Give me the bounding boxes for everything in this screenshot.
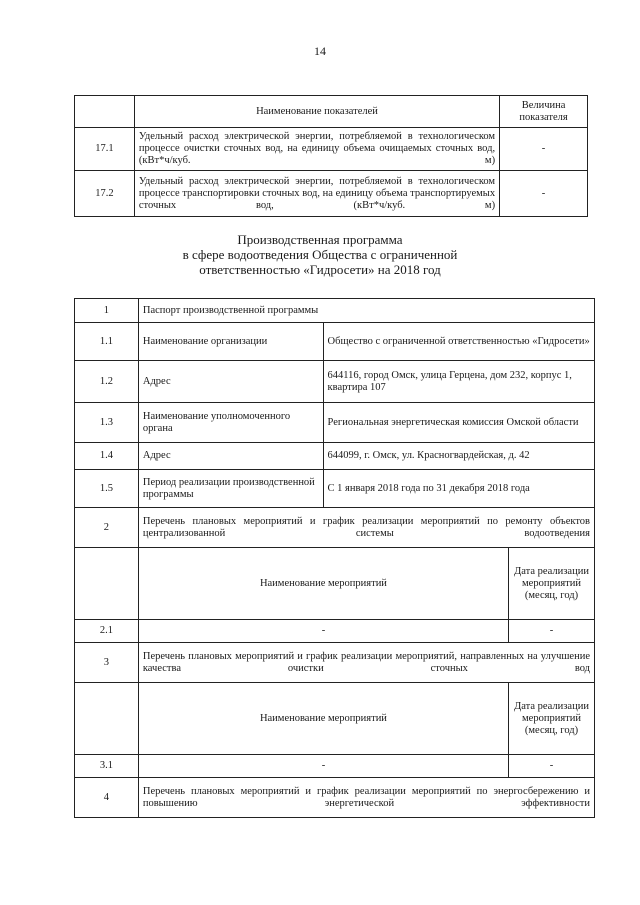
row-number: 17.1: [75, 128, 135, 171]
indicator-name: Удельный расход электрической энергии, потребляемой в технологическом процессе очистки сточных вод, на единицу объема очищаемых сточных вод, (кВт*ч/куб. м): [134, 128, 499, 171]
table-row: [75, 443, 595, 470]
table-row: [75, 128, 588, 171]
heading-line-3: ответственностью «Гидросети» на 2018 год: [199, 262, 441, 277]
table-row: [75, 755, 595, 778]
program-heading: [0, 232, 640, 277]
table-row: [75, 403, 595, 443]
row-number: 1.4: [75, 443, 139, 470]
table-row: [75, 171, 588, 217]
row-value: С 1 января 2018 года по 31 декабря 2018 года: [323, 470, 594, 508]
column-header-name: Наименование мероприятий: [138, 683, 508, 755]
empty-cell: [75, 548, 139, 620]
indicators-table: [74, 95, 588, 217]
row-label: Наименование организации: [138, 323, 323, 361]
heading-line-2: в сфере водоотведения Общества с ограниченной: [182, 247, 458, 262]
row-number: 1.3: [75, 403, 139, 443]
table-row: [75, 299, 595, 323]
table-row: [75, 778, 595, 818]
heading-line-1: Производственная программа: [237, 232, 403, 247]
table-row: [75, 470, 595, 508]
row-value: Общество с ограниченной ответственностью «Гидросети»: [323, 323, 594, 361]
table-row: [75, 548, 595, 620]
row-number: 17.2: [75, 171, 135, 217]
table-row: [75, 643, 595, 683]
header-name: Наименование показателей: [134, 96, 499, 128]
row-value: Региональная энергетическая комиссия Омской области: [323, 403, 594, 443]
row-label: Период реализации производственной программы: [138, 470, 323, 508]
table-row: [75, 683, 595, 755]
row-number: 1: [75, 299, 139, 323]
section-title: Перечень плановых мероприятий и график реализации мероприятий по энергосбережению и повышению энергетической эффективности: [138, 778, 594, 818]
column-header-date: Дата реализации мероприятий (месяц, год): [509, 548, 595, 620]
indicator-value: -: [500, 128, 588, 171]
table-row: [75, 620, 595, 643]
table-row: [75, 323, 595, 361]
row-number: 2: [75, 508, 139, 548]
row-number: 1.5: [75, 470, 139, 508]
indicator-value: -: [500, 171, 588, 217]
row-label: Адрес: [138, 443, 323, 470]
row-value: 644116, город Омск, улица Герцена, дом 232, корпус 1, квартира 107: [323, 361, 594, 403]
table-row: [75, 508, 595, 548]
header-empty-cell: [75, 96, 135, 128]
row-number: 3.1: [75, 755, 139, 778]
row-number: 2.1: [75, 620, 139, 643]
header-value: Величина показателя: [500, 96, 588, 128]
table-row: [75, 361, 595, 403]
program-table: [74, 298, 595, 818]
column-header-name: Наименование мероприятий: [138, 548, 508, 620]
activity-date: -: [509, 620, 595, 643]
column-header-date: Дата реализации мероприятий (месяц, год): [509, 683, 595, 755]
row-label: Наименование уполномоченного органа: [138, 403, 323, 443]
section-title: Перечень плановых мероприятий и график реализации мероприятий по ремонту объектов централизованной системы водоотведения: [138, 508, 594, 548]
indicator-name: Удельный расход электрической энергии, потребляемой в технологическом процессе транспортировки сточных вод, на единицу объема транспортируемых сточных вод, (кВт*ч/куб. м): [134, 171, 499, 217]
row-number: 1.2: [75, 361, 139, 403]
activity-name: -: [138, 755, 508, 778]
empty-cell: [75, 683, 139, 755]
indicators-table-header: [75, 96, 588, 128]
row-number: 4: [75, 778, 139, 818]
section-title: Перечень плановых мероприятий и график реализации мероприятий, направленных на улучшение качества очистки сточных вод: [138, 643, 594, 683]
activity-name: -: [138, 620, 508, 643]
row-value: 644099, г. Омск, ул. Красногвардейская, д. 42: [323, 443, 594, 470]
row-number: 3: [75, 643, 139, 683]
page-number: 14: [314, 44, 326, 58]
section-title: Паспорт производственной программы: [138, 299, 594, 323]
row-label: Адрес: [138, 361, 323, 403]
activity-date: -: [509, 755, 595, 778]
row-number: 1.1: [75, 323, 139, 361]
